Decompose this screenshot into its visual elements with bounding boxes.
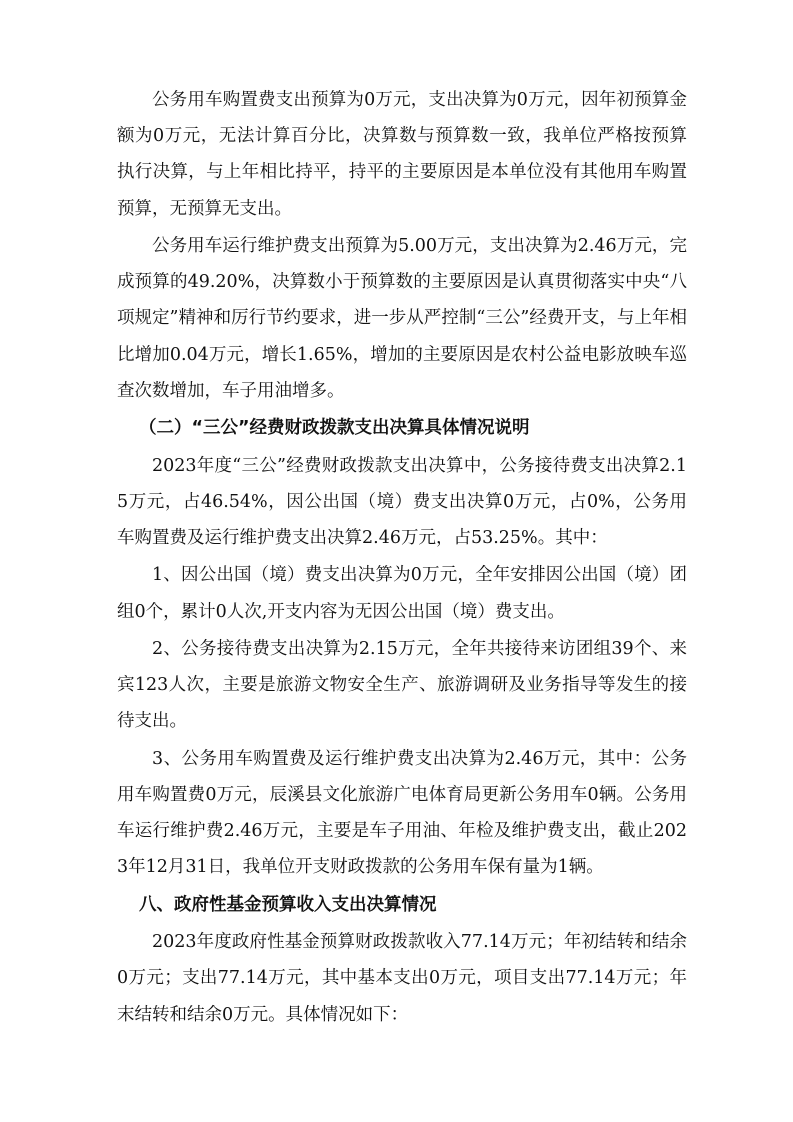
paragraph-three-public-summary: 2023年度“三公”经费财政拨款支出决算中，公务接待费支出决算2.15万元，占46.54%，因公出国（境）费支出决算0万元，占0%，公务用车购置费及运行维护费支出决算2.46万元，占53.25%。其中： — [117, 455, 687, 548]
paragraph-overseas-travel: 1、因公出国（境）费支出决算为0万元，全年安排因公出国（境）团组0个，累计0人次,开支内容为无因公出国（境）费支出。 — [117, 565, 687, 622]
section-heading-government-fund: 八、政府性基金预算收入支出决算情况 — [139, 894, 437, 915]
paragraph-reception: 2、公务接待费支出决算为2.15万元，全年共接待来访团组39个、来宾123人次，主要是旅游文物安全生产、旅游调研及业务指导等发生的接待支出。 — [117, 638, 687, 732]
paragraph-government-fund: 2023年度政府性基金预算财政拨款收入77.14万元；年初结转和结余0万元；支出77.14万元，其中基本支出0万元，项目支出77.14万元；年末结转和结余0万元。具体情况如下： — [117, 932, 687, 1025]
paragraph-vehicle-purchase: 公务用车购置费支出预算为0万元，支出决算为0万元，因年初预算金额为0万元，无法计算百分比，决算数与预算数一致，我单位严格按预算执行决算，与上年相比持平，持平的主要原因是本单位没有其他用车购置预算，无预算无支出。 — [117, 90, 687, 219]
paragraph-vehicle-maintenance: 公务用车运行维护费支出预算为5.00万元，支出决算为2.46万元，完成预算的49.20%，决算数小于预算数的主要原因是认真贯彻落实中央“八项规定”精神和厉行节约要求，进一步从严控制“三公”经费开支，与上年相比增加0.04万元，增长1.65%，增加的主要原因是农村公益电影放映车巡查次数增加，车子用油增多。 — [117, 236, 687, 401]
section-heading-three-public: （二）“三公”经费财政拨款支出决算具体情况说明 — [139, 418, 530, 439]
paragraph-vehicle-total: 3、公务用车购置费及运行维护费支出决算为2.46万元，其中：公务用车购置费0万元，辰溪县文化旅游广电体育局更新公务用车0辆。公务用车运行维护费2.46万元，主要是车子用油、年检及维护费支出，截止2023年12月31日，我单位开支财政拨款的公务用车保有量为1辆。 — [117, 748, 687, 878]
document-body — [117, 82, 687, 1034]
